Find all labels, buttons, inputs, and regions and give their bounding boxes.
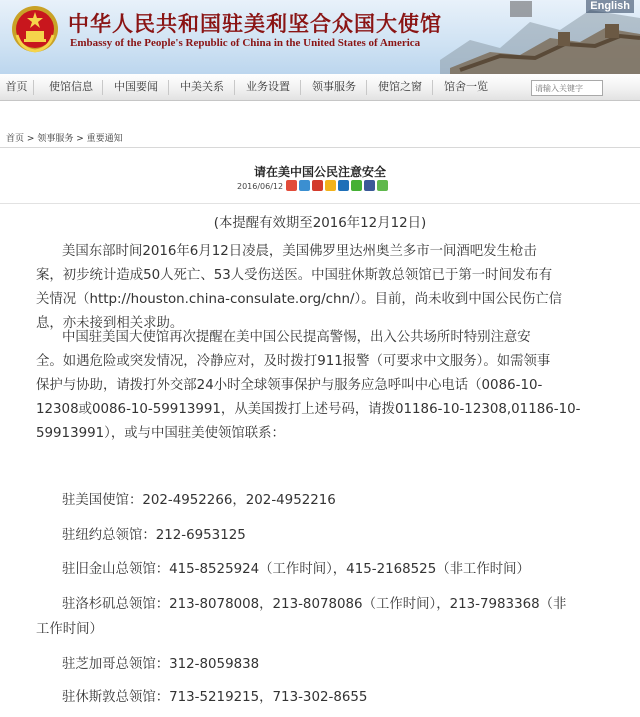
- nav-item-home[interactable]: 首页: [5, 80, 28, 93]
- nav-item-consular[interactable]: 领事服务: [312, 80, 356, 93]
- nav-divider: [234, 80, 235, 95]
- douban-icon[interactable]: [312, 180, 323, 191]
- contact-los-angeles: 驻洛杉矶总领馆：213-8078008，213-8078086（工作时间），213-7983368（非: [62, 597, 567, 612]
- paragraph-line: 案，初步统计造成50人死亡、53人受伤送医。中国驻休斯敦总领馆已于第一时间发布有: [36, 268, 553, 283]
- nav-item-china-news[interactable]: 中国要闻: [114, 80, 158, 93]
- breadcrumb-separator: >: [26, 134, 35, 144]
- nav-item-china-us-relations[interactable]: 中美关系: [180, 80, 224, 93]
- paragraph-line: 全。如遇危险或突发情况，冷静应对，及时拨打911报警（可要求中文服务）。如需领事: [36, 354, 551, 369]
- site-title-english: Embassy of the People's Republic of China in the United States of America: [70, 37, 421, 49]
- paragraph-line: 息，亦未接到相关求助。: [36, 316, 184, 331]
- nav-item-services[interactable]: 业务设置: [246, 80, 290, 93]
- renren-icon[interactable]: [338, 180, 349, 191]
- breadcrumb-current[interactable]: 重要通知: [86, 134, 123, 144]
- nav-divider: [300, 80, 301, 95]
- more-share-icon[interactable]: [377, 180, 388, 191]
- paragraph-line: 12308或0086-10-59913991，从美国拨打上述号码，请拨01186-10-12308,01186-10-: [36, 402, 581, 417]
- nav-divider: [432, 80, 433, 95]
- tencent-weibo-icon[interactable]: [299, 180, 310, 191]
- national-emblem-icon: [11, 5, 59, 53]
- paragraph-line: 保护与协助，请拨打外交部24小时全球领事保护与服务应急呼叫中心电话（0086-10-: [36, 378, 543, 393]
- nav-divider: [168, 80, 169, 95]
- breadcrumb: [6, 131, 123, 144]
- nav-item-embassy-window[interactable]: 使馆之窗: [378, 80, 422, 93]
- paragraph-line: 59913991），或与中国驻美使领馆联系：: [36, 426, 285, 441]
- nav-item-embassy-info[interactable]: 使馆信息: [49, 80, 93, 93]
- paragraph-line: 中国驻美国大使馆再次提醒在美中国公民提高警惕，出入公共场所时特别注意安: [62, 330, 531, 345]
- breadcrumb-separator: >: [76, 134, 84, 144]
- facebook-icon[interactable]: [364, 180, 375, 191]
- qzone-icon[interactable]: [325, 180, 336, 191]
- publish-date: 2016/06/12: [237, 182, 284, 191]
- sina-weibo-icon[interactable]: [286, 180, 297, 191]
- paragraph-line: 美国东部时间2016年6月12日凌晨，美国佛罗里达州奥兰多市一间酒吧发生枪击: [62, 244, 537, 259]
- contact-houston: 驻休斯敦总领馆：713-5219215，713-302-8655: [62, 690, 368, 705]
- divider: [0, 203, 640, 204]
- breadcrumb-consular[interactable]: 领事服务: [37, 134, 74, 144]
- contact-embassy: 驻美国使馆：202-4952266，202-4952216: [62, 493, 336, 508]
- search-input[interactable]: [531, 80, 603, 96]
- wechat-icon[interactable]: [351, 180, 362, 191]
- nav-divider: [33, 80, 34, 95]
- breadcrumb-home[interactable]: 首页: [6, 134, 25, 144]
- page-title: 请在美中国公民注意安全: [253, 165, 386, 179]
- paragraph-line: 关情况（http://houston.china-consulate.org/chn/）。目前，尚未收到中国公民伤亡信: [36, 292, 563, 307]
- english-language-link[interactable]: English: [586, 0, 634, 13]
- divider: [0, 147, 640, 148]
- contact-san-francisco: 驻旧金山总领馆：415-8525924（工作时间），415-2168525（非工作时间）: [62, 562, 530, 577]
- nav-divider: [366, 80, 367, 95]
- site-title-chinese: 中华人民共和国驻美利坚合众国大使馆: [68, 11, 442, 36]
- contact-new-york: 驻纽约总领馆：212-6953125: [62, 528, 246, 543]
- site-header: [0, 0, 640, 74]
- validity-notice: (本提醒有效期至2016年12月12日): [213, 216, 427, 231]
- contact-chicago: 驻芝加哥总领馆：312-8059838: [62, 657, 260, 672]
- contact-los-angeles-wrap: 工作时间）: [36, 622, 103, 637]
- nav-item-buildings[interactable]: 馆舍一览: [444, 80, 488, 93]
- nav-divider: [102, 80, 103, 95]
